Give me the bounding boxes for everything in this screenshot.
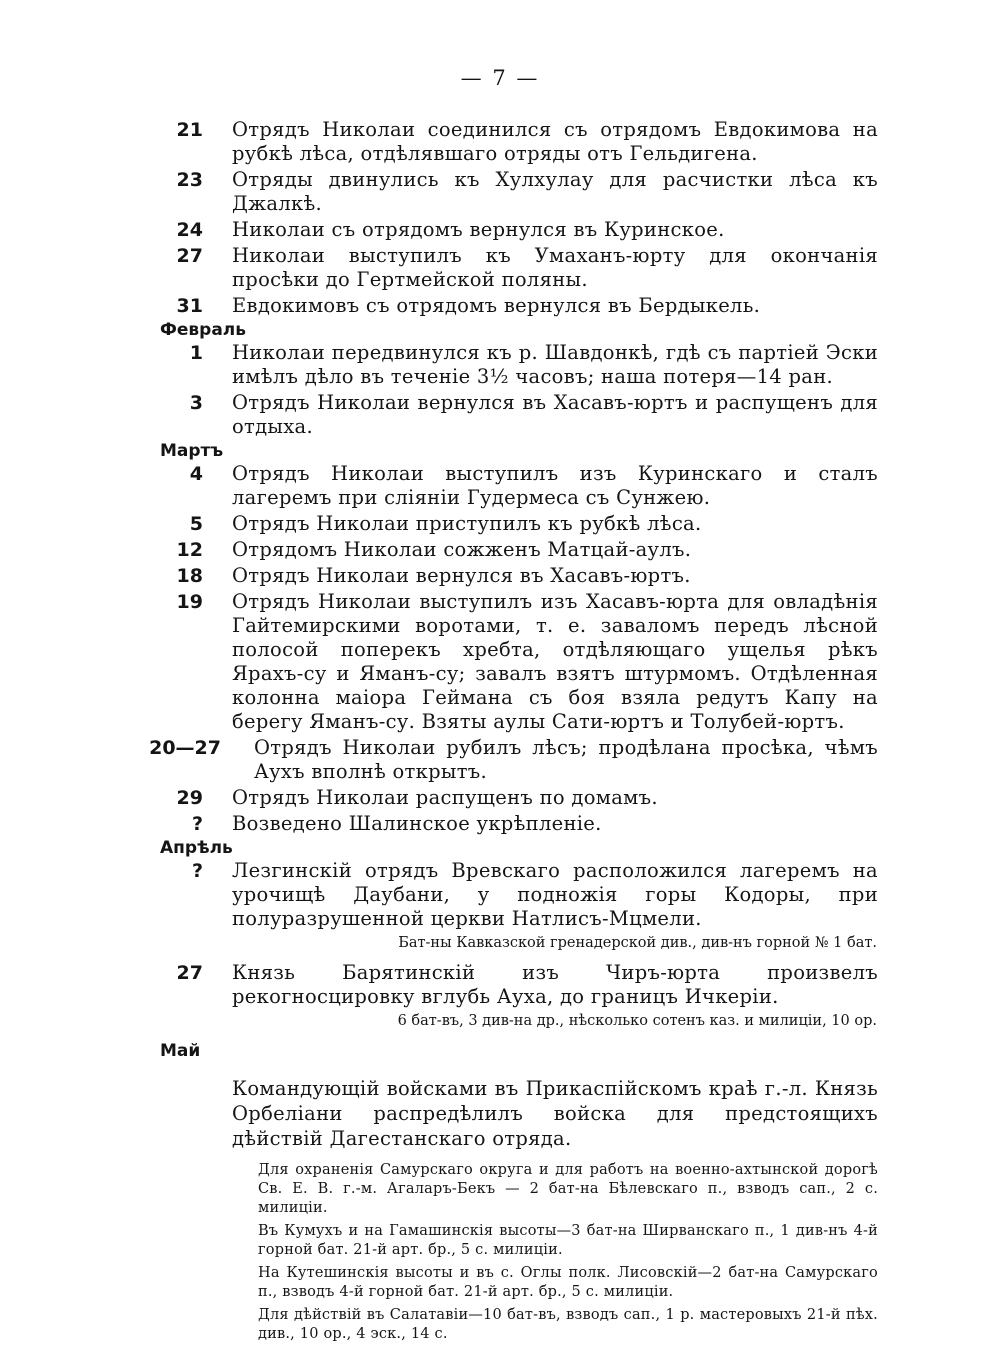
- entry: [0, 462, 1000, 510]
- entry-date: 27: [176, 962, 203, 984]
- entry-text: Отряды двинулись къ Хулхулау для расчистки лѣса къ Джалкѣ.: [232, 168, 878, 215]
- entry-text: Отрядъ Николаи приступилъ къ рубкѣ лѣса.: [232, 512, 702, 535]
- entry-date: 19: [176, 591, 203, 613]
- entry-text: Отрядъ Николаи рубилъ лѣсъ; продѣлана просѣка, чѣмъ Аухъ вполнѣ открытъ.: [254, 736, 878, 783]
- entry-text: Отрядъ Николаи выступилъ изъ Куринскаго и сталъ лагеремъ при сліяніи Гудермеса съ Сунжею.: [232, 462, 878, 509]
- entry-date: 5: [189, 513, 203, 535]
- entry-date: 21: [176, 119, 203, 141]
- entry: [0, 512, 1000, 536]
- entry: [0, 786, 1000, 810]
- month-heading-may: Май: [160, 1041, 201, 1061]
- entry-date: 20—27: [149, 737, 221, 759]
- entry-text: Отрядъ Николаи распущенъ по домамъ.: [232, 786, 658, 809]
- entry: [0, 859, 1000, 931]
- entry-text: Отрядъ Николаи вернулся въ Хасавъ-юртъ.: [232, 564, 691, 587]
- entry-date: 29: [176, 787, 203, 809]
- entry: [0, 564, 1000, 588]
- entry-date: 27: [176, 245, 203, 267]
- entry-date: 4: [189, 463, 203, 485]
- entry: [0, 961, 1000, 1009]
- deployment-detail: Въ Кумухъ и на Гамашинскія высоты—3 бат-на Ширванскаго п., 1 див-нъ 4-й горной бат. 21-й арт. бр., 5 с. милиціи.: [258, 1223, 878, 1258]
- deployment-detail: Для дѣйствій въ Салатавіи—10 бат-въ, взводъ сап., 1 р. мастеровыхъ 21-й пѣх. див., 10 ор., 4 эск., 14 с.: [258, 1307, 878, 1342]
- entry: [0, 294, 1000, 318]
- month-heading-february: Февраль: [160, 320, 246, 340]
- page-number: — 7 —: [460, 66, 540, 90]
- entry-date: 1: [189, 342, 203, 364]
- entry-date: 31: [176, 295, 203, 317]
- entry-text: Николаи выступилъ къ Умаханъ-юрту для окончанія просѣки до Гертмейской поляны.: [232, 244, 878, 291]
- entry-date: 12: [176, 539, 203, 561]
- entry-text: Отрядъ Николаи выступилъ изъ Хасавъ-юрта для овладѣнія Гайтемирскими воротами, т. е. заваломъ передъ лѣсной полосой поперекъ хребта, отдѣляющаго ущелья рѣкъ Ярахъ-су и Яманъ-су; завалъ взятъ штурмомъ. Отдѣленная колонна маіора Геймана съ боя взяла редутъ Капу на берегу Яманъ-су. Взяты аулы Сати-юртъ и Толубей-юртъ.: [232, 590, 878, 733]
- entry-date: 23: [176, 169, 203, 191]
- entry-text: Николаи передвинулся къ р. Шавдонкѣ, гдѣ съ партіей Эски имѣлъ дѣло въ теченіе 3½ часовъ; наша потеря—14 ран.: [232, 341, 878, 388]
- entry: [0, 590, 1000, 734]
- entry-text: Отрядомъ Николаи сожженъ Матцай-аулъ.: [232, 538, 692, 561]
- entry-date: 3: [189, 392, 203, 414]
- month-heading-april: Апрѣль: [160, 838, 233, 858]
- entry: [0, 736, 1000, 784]
- entry: [0, 391, 1000, 439]
- deployment-detail: Для охраненія Самурскаго округа и для работъ на военно-ахтынской дорогѣ Св. Е. В. г.-м. Агаларъ-Бекъ — 2 бат-на Бѣлевскаго п., взводъ сап., 2 с. милиціи.: [258, 1162, 878, 1216]
- deployment-detail: На Кутешинскія высоты и въ с. Оглы полк. Лисовскій—2 бат-на Самурскаго п., взводъ 4-й горной бат. 21-й арт. бр., 5 с. милиціи.: [258, 1265, 878, 1300]
- entry: [0, 168, 1000, 216]
- chronicle: [0, 118, 1000, 1348]
- entry-text: Отрядъ Николаи соединился съ отрядомъ Евдокимова на рубкѣ лѣса, отдѣлявшаго отряды отъ Гельдигена.: [232, 118, 878, 165]
- entry-text: Николаи съ отрядомъ вернулся въ Куринское.: [232, 218, 725, 241]
- entry: [0, 812, 1000, 836]
- entry: [0, 118, 1000, 166]
- entry-date: 24: [176, 219, 203, 241]
- entry: [0, 538, 1000, 562]
- entry-text: Отрядъ Николаи вернулся въ Хасавъ-юртъ и распущенъ для отдыха.: [232, 391, 878, 438]
- entry-text: Возведено Шалинское укрѣпленіе.: [232, 812, 602, 835]
- may-paragraph: Командующій войсками въ Прикаспійскомъ краѣ г.-л. Князь Орбеліани распредѣлилъ войска для предстоящихъ дѣйствій Дагестанскаго отряда.: [232, 1077, 878, 1150]
- entry: [0, 218, 1000, 242]
- entry-date: 18: [176, 565, 203, 587]
- month-heading-march: Мартъ: [160, 441, 224, 461]
- entry-text: Лезгинскій отрядъ Вревскаго расположился лагеремъ на урочищѣ Даубани, у подножія горы Кодоры, при полуразрушенной церкви Натлисъ-Мцмели.: [232, 859, 878, 930]
- entry-date: ?: [191, 860, 203, 882]
- entry: [0, 341, 1000, 389]
- forces-note: 6 бат-въ, 3 див-на др., нѣсколько сотенъ каз. и милиціи, 10 ор.: [397, 1013, 877, 1029]
- entry-text: Евдокимовъ съ отрядомъ вернулся въ Бердыкель.: [232, 294, 761, 317]
- entry-date: ?: [191, 813, 203, 835]
- entry: [0, 244, 1000, 292]
- entry-text: Князь Барятинскій изъ Чиръ-юрта произвелъ рекогносцировку вглубь Ауха, до границъ Ичкеріи.: [232, 961, 878, 1008]
- forces-note: Бат-ны Кавказской гренадерской див., див-нъ горной № 1 бат.: [398, 935, 877, 951]
